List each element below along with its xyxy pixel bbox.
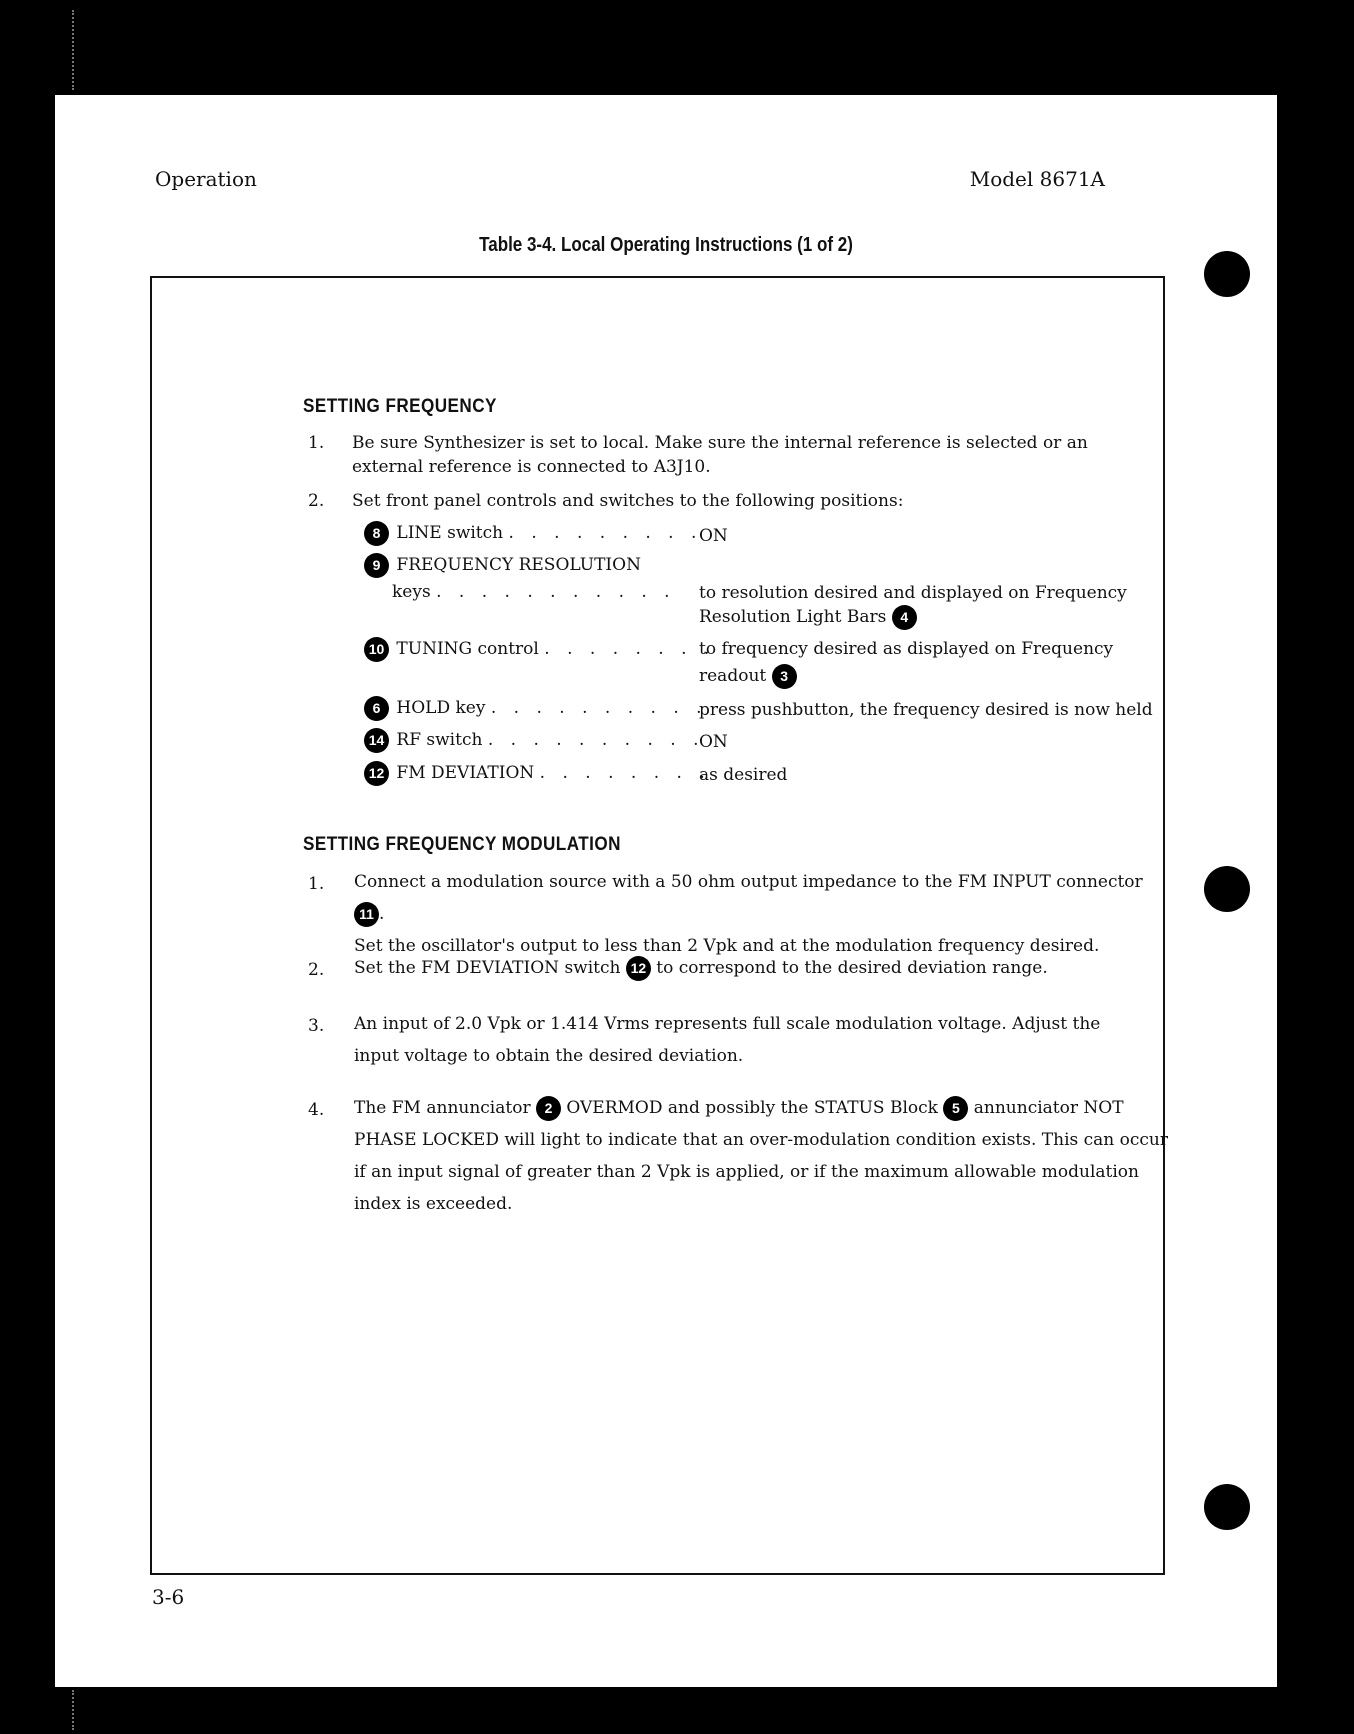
control-value-line2 [699,605,1127,630]
callout-badge: 10 [364,637,389,662]
control-value: press pushbutton, the frequency desired is now held [699,700,1153,720]
header-section-name: Operation [155,167,257,191]
step-text [354,866,1154,962]
step-text-part: Set the FM DEVIATION switch [354,958,621,978]
control-row-keys [392,582,676,602]
step-text-part: The FM annunciator [354,1098,531,1118]
leader-dots: . . . . . . . . [539,763,711,783]
callout-badge: 2 [536,1096,561,1121]
step-text: Set front panel controls and switches to the following positions: [352,491,904,511]
scan-edge-mark-bottom [72,1690,82,1730]
binder-hole-middle [1204,866,1250,912]
section-heading-setting-frequency: SETTING FREQUENCY [303,396,497,417]
control-label: RF switch [396,730,483,750]
control-label: FM DEVIATION [396,763,535,783]
control-label: TUNING control [396,639,539,659]
control-value: ON [699,526,728,546]
control-label: HOLD key [396,698,486,718]
control-value: as desired [699,765,788,785]
step-number: 1. [308,433,325,453]
step-number: 2. [308,960,325,980]
control-label: keys [392,582,431,602]
callout-badge: 11 [354,902,379,927]
control-row-rf-switch [364,728,705,753]
control-row-fm-deviation [364,761,711,786]
callout-badge: 4 [892,605,917,630]
callout-badge: 9 [364,553,389,578]
control-value-text: Resolution Light Bars [699,607,887,627]
instructions-table [150,276,1168,1575]
callout-badge: 8 [364,521,389,546]
callout-badge: 3 [772,664,797,689]
step-text-part: to correspond to the desired deviation range. [656,958,1048,978]
control-value-line2 [699,664,1113,689]
step-text: Be sure Synthesizer is set to local. Make sure the internal reference is selected or an external reference is connected to A3J10. [352,433,1088,477]
header-model: Model 8671A [969,167,1105,191]
scan-edge-mark-top [72,10,82,90]
control-value [699,582,1127,630]
step-text [354,952,1154,984]
control-value-line1: to frequency desired as displayed on Frequency [699,639,1114,659]
step-text-part: . [379,904,385,924]
callout-badge: 12 [626,956,651,981]
leader-dots: . . . . . . . . . . [487,730,705,750]
step-text-part: annunciator NOT PHASE LOCKED will light to indicate that an over-modulation condition exists. This can occur if an input signal of greater than 2 Vpk is applied, or if the maximum allowable modulation index is exceeded. [354,1098,1168,1214]
binder-hole-top [1204,251,1250,297]
leader-dots: . . . . . . . . . . [490,698,708,718]
control-value [699,638,1113,689]
control-label: LINE switch [396,523,504,543]
section-heading-setting-frequency-modulation: SETTING FREQUENCY MODULATION [303,834,621,855]
control-label: FREQUENCY RESOLUTION [396,555,641,575]
callout-badge: 12 [364,761,389,786]
step-text [354,1092,1174,1220]
step-text-part: Set the oscillator's output to less than 2 Vpk and at the modulation frequency desired. [354,936,1100,956]
control-value: ON [699,732,728,752]
control-row-frequency-resolution [364,553,641,578]
step-number: 3. [308,1016,325,1036]
step-number: 2. [308,491,325,511]
step-number: 4. [308,1100,325,1120]
control-row-hold-key [364,696,708,721]
page-number: 3-6 [152,1585,185,1609]
callout-badge: 6 [364,696,389,721]
step-text-part: Connect a modulation source with a 50 ohm output impedance to the FM INPUT connector [354,872,1143,892]
callout-badge: 5 [943,1096,968,1121]
leader-dots: . . . . . . . . [544,639,716,659]
step-number: 1. [308,874,325,894]
leader-dots: . . . . . . . . . . . [436,582,676,602]
control-row-line-switch [364,521,702,546]
leader-dots: . . . . . . . . . [508,523,703,543]
binder-hole-bottom [1204,1484,1250,1530]
document-page [55,95,1277,1687]
control-value-text: readout [699,666,767,686]
table-title: Table 3-4. Local Operating Instructions (1 of 2) [479,234,853,256]
step-text-part: OVERMOD and possibly the STATUS Block [566,1098,938,1118]
control-value-line1: to resolution desired and displayed on Frequency [699,583,1127,603]
callout-badge: 14 [364,728,389,753]
control-row-tuning [364,637,715,662]
step-text: An input of 2.0 Vpk or 1.414 Vrms represents full scale modulation voltage. Adjust the input voltage to obtain the desired deviation. [354,1014,1101,1066]
